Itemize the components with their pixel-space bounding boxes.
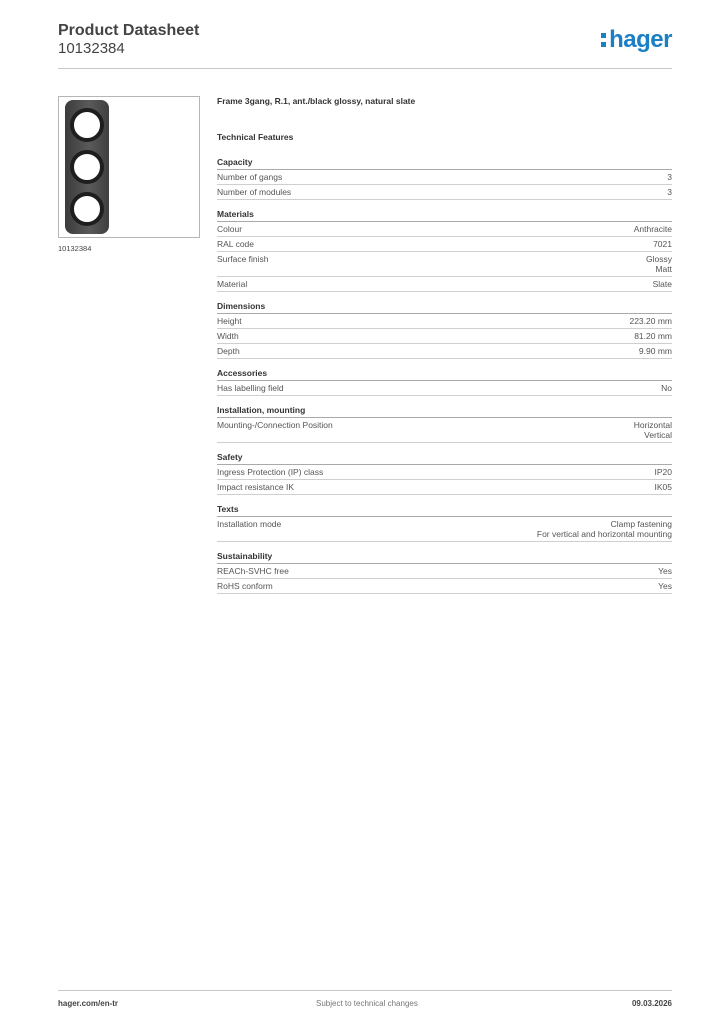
section-texts xyxy=(217,503,672,542)
spec-row xyxy=(217,344,672,359)
footer-notice: Subject to technical changes xyxy=(316,999,418,1008)
section-title: Sustainability xyxy=(217,550,672,564)
spec-label: Material xyxy=(217,279,248,289)
section-title: Texts xyxy=(217,503,672,517)
spec-value-line: Slate xyxy=(652,279,672,289)
spec-label: Number of modules xyxy=(217,187,292,197)
section-accessories xyxy=(217,367,672,396)
spec-row xyxy=(217,517,672,542)
spec-label: Mounting-/Connection Position xyxy=(217,420,333,430)
spec-value xyxy=(658,566,672,576)
spec-value xyxy=(655,467,673,477)
article-number: 10132384 xyxy=(58,40,125,57)
spec-label: Number of gangs xyxy=(217,172,283,182)
spec-label: Impact resistance IK xyxy=(217,482,295,492)
spec-value xyxy=(655,482,673,492)
spec-value xyxy=(639,346,672,356)
spec-row xyxy=(217,381,672,396)
section-installation-mounting xyxy=(217,404,672,443)
technical-features-heading: Technical Features xyxy=(217,132,294,142)
spec-row xyxy=(217,252,672,277)
section-materials xyxy=(217,208,672,292)
product-description: Frame 3gang, R.1, ant./black glossy, natural slate xyxy=(217,96,416,106)
page-header xyxy=(58,20,672,70)
spec-row xyxy=(217,277,672,292)
spec-value-line: IK05 xyxy=(654,482,672,492)
spec-value-line: Glossy xyxy=(646,254,672,264)
spec-value xyxy=(537,519,672,539)
spec-value xyxy=(629,316,672,326)
datasheet-content xyxy=(217,94,672,602)
section-sustainability xyxy=(217,550,672,594)
spec-row xyxy=(217,237,672,252)
section-title: Materials xyxy=(217,208,672,222)
spec-label: Installation mode xyxy=(217,519,282,529)
product-image xyxy=(58,96,200,238)
spec-value xyxy=(634,224,672,234)
logo-text: hager xyxy=(609,26,672,53)
spec-row xyxy=(217,185,672,200)
spec-value-line: IP20 xyxy=(654,467,672,477)
footer-date: 09.03.2026 xyxy=(631,999,672,1008)
spec-value xyxy=(634,331,672,341)
footer-divider xyxy=(58,990,672,991)
page-title: Product Datasheet xyxy=(58,22,200,39)
spec-value-line: Vertical xyxy=(644,430,672,440)
spec-value-line: Clamp fastening xyxy=(610,519,672,529)
spec-value xyxy=(661,383,672,393)
section-capacity xyxy=(217,156,672,200)
spec-value-line: Yes xyxy=(658,581,672,591)
spec-value xyxy=(653,279,672,289)
spec-value-line: No xyxy=(661,383,672,393)
logo-dots-icon xyxy=(601,28,607,48)
spec-row xyxy=(217,480,672,495)
section-safety xyxy=(217,451,672,495)
section-title: Installation, mounting xyxy=(217,404,672,418)
spec-value-line: Yes xyxy=(658,566,672,576)
spec-row xyxy=(217,465,672,480)
spec-label: Height xyxy=(217,316,242,326)
spec-label: Width xyxy=(217,331,239,341)
spec-label: Ingress Protection (IP) class xyxy=(217,467,324,477)
spec-value-line: 223.20 mm xyxy=(629,316,672,326)
spec-value-line: 81.20 mm xyxy=(634,331,672,341)
image-caption: 10132384 xyxy=(58,244,92,253)
spec-value xyxy=(667,172,672,182)
spec-label: Has labelling field xyxy=(217,383,284,393)
spec-row xyxy=(217,418,672,443)
spec-label: Depth xyxy=(217,346,240,356)
spec-row xyxy=(217,564,672,579)
spec-label: Surface finish xyxy=(217,254,269,264)
spec-value-line: Matt xyxy=(655,264,672,274)
spec-label: REACh-SVHC free xyxy=(217,566,289,576)
spec-value xyxy=(646,254,672,274)
spec-value xyxy=(667,187,672,197)
footer-website: hager.com/en-tr xyxy=(58,999,119,1008)
spec-value-line: 3 xyxy=(667,187,672,197)
spec-label: RoHS conform xyxy=(217,581,273,591)
spec-value xyxy=(653,239,672,249)
spec-row xyxy=(217,329,672,344)
spec-row xyxy=(217,314,672,329)
feature-sections xyxy=(217,156,672,594)
spec-value-line: 9.90 mm xyxy=(638,346,672,356)
spec-value-line: For vertical and horizontal mounting xyxy=(536,529,672,539)
spec-row xyxy=(217,222,672,237)
frame-3gang-icon xyxy=(65,100,109,234)
spec-value-line: Horizontal xyxy=(633,420,672,430)
spec-label: Colour xyxy=(217,224,243,234)
section-title: Dimensions xyxy=(217,300,672,314)
section-dimensions xyxy=(217,300,672,359)
hager-logo xyxy=(601,26,672,56)
spec-row xyxy=(217,579,672,594)
section-title: Capacity xyxy=(217,156,672,170)
spec-label: RAL code xyxy=(217,239,255,249)
spec-value xyxy=(658,581,672,591)
header-divider xyxy=(58,68,672,69)
spec-row xyxy=(217,170,672,185)
spec-value-line: 7021 xyxy=(653,239,672,249)
spec-value-line: Anthracite xyxy=(633,224,672,234)
spec-value-line: 3 xyxy=(667,172,672,182)
spec-value xyxy=(634,420,672,440)
section-title: Safety xyxy=(217,451,672,465)
section-title: Accessories xyxy=(217,367,672,381)
